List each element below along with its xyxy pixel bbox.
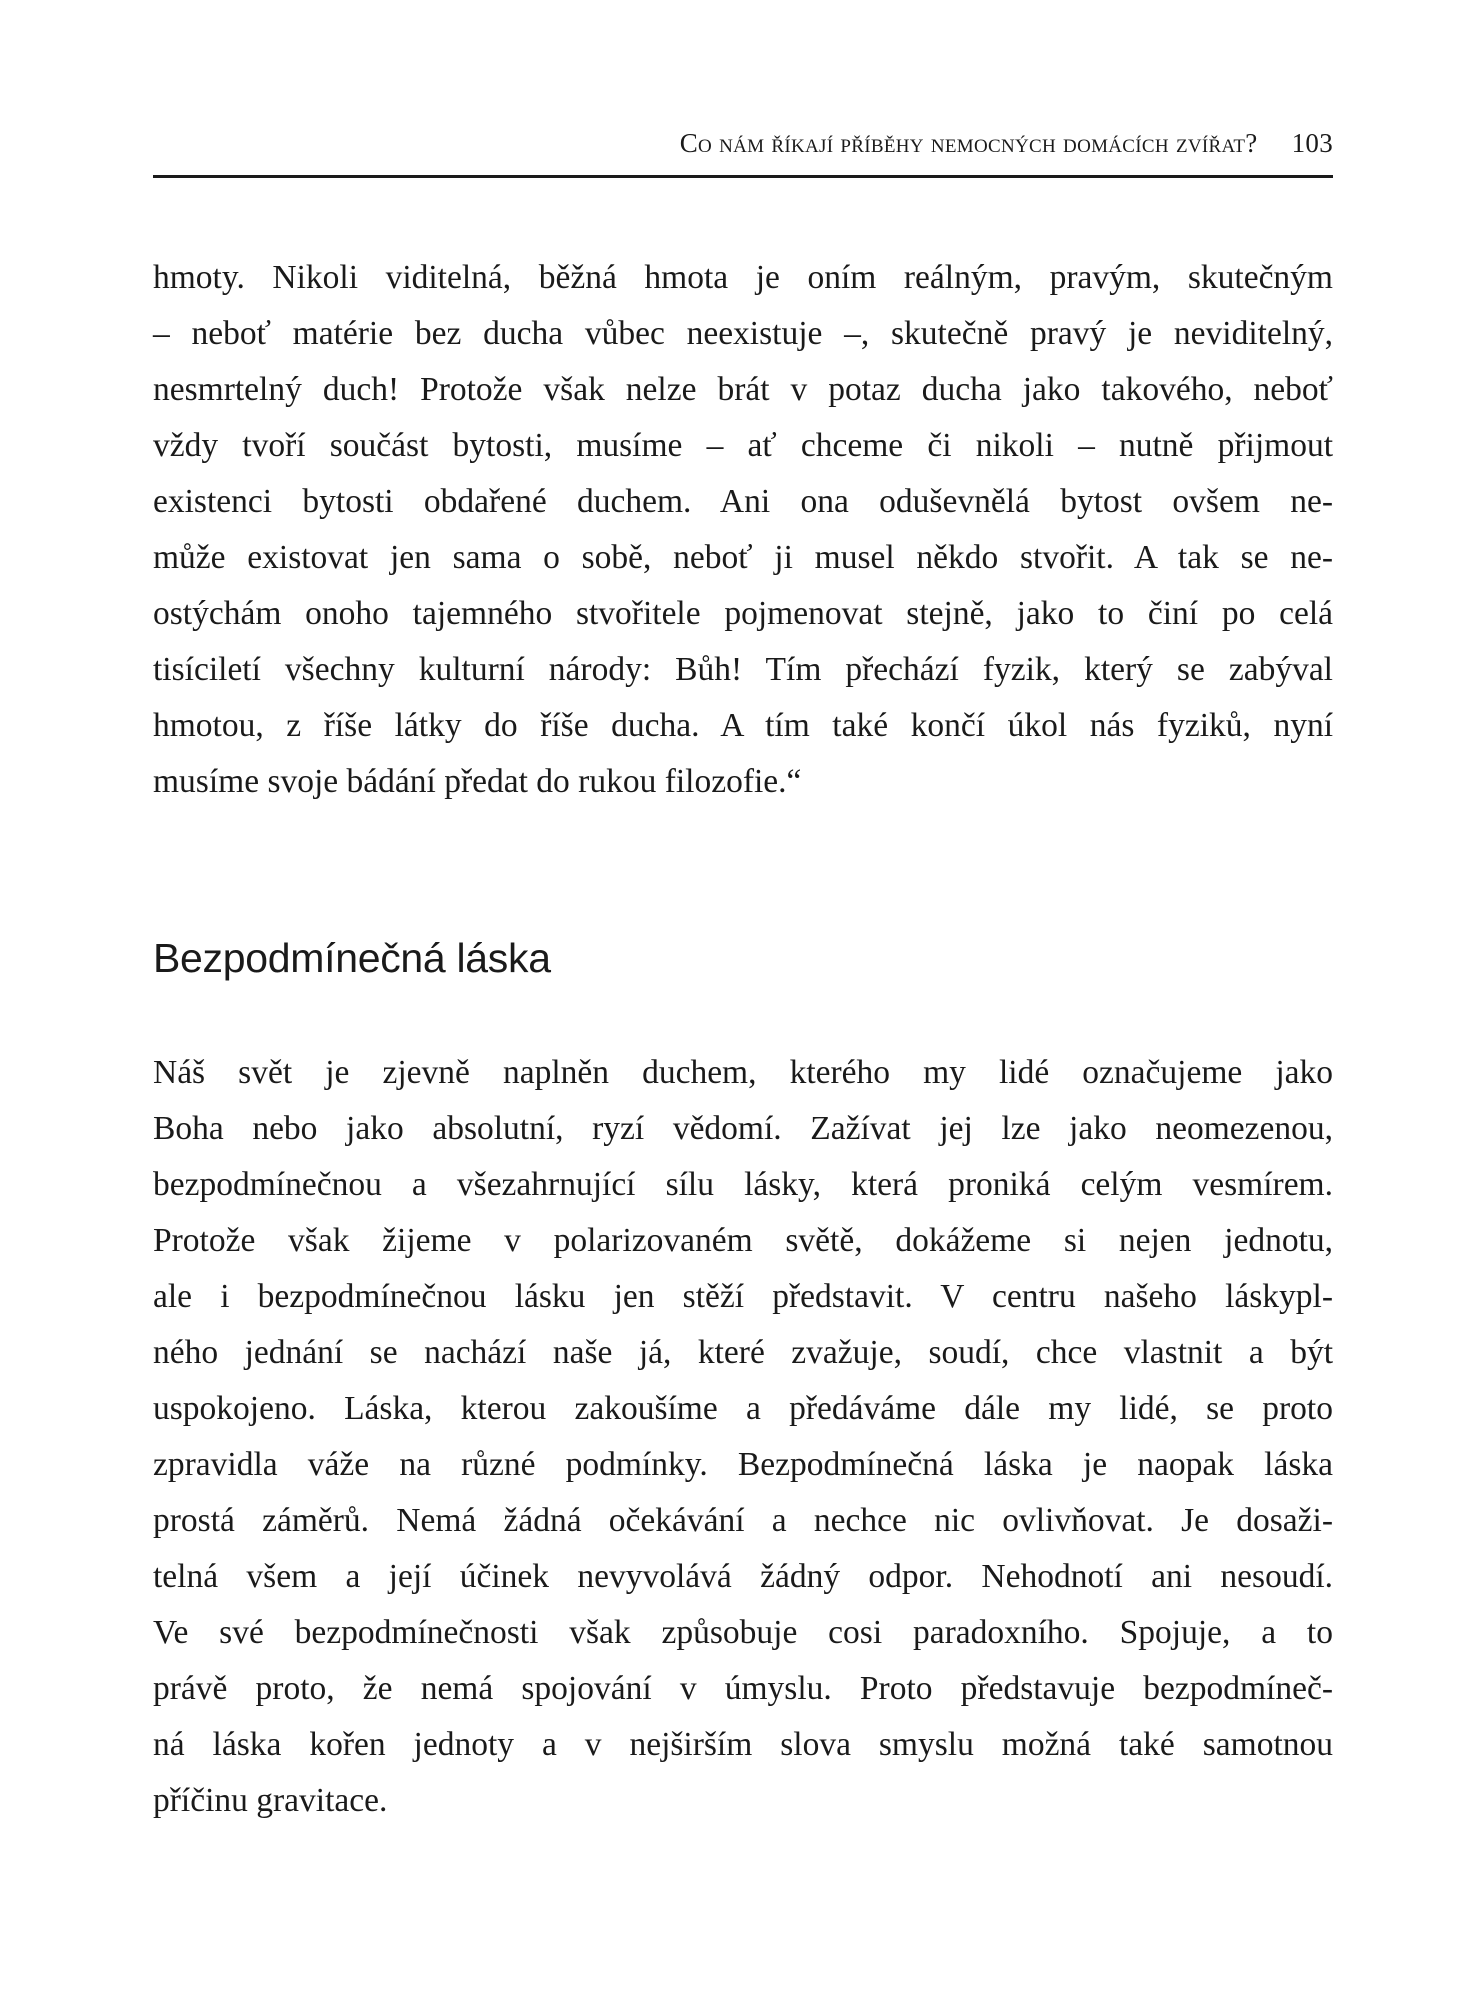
text-line: musíme svoje bádání předat do rukou filozofie.“ — [153, 763, 802, 800]
text-line: hmoty. Nikoli viditelná, běžná hmota je oním reálným, pravým, skutečným — [153, 259, 1333, 296]
text-line: Boha nebo jako absolutní, ryzí vědomí. Zažívat jej lze jako neomezenou, — [153, 1110, 1333, 1147]
text-line: uspokojeno. Láska, kterou zakoušíme a předáváme dále my lidé, se proto — [153, 1390, 1333, 1427]
text-line: hmotou, z říše látky do říše ducha. A tím také končí úkol nás fyziků, nyní — [153, 707, 1333, 744]
text-line: existenci bytosti obdařené duchem. Ani ona oduševnělá bytost ovšem ne- — [153, 483, 1333, 520]
page-number: 103 — [1291, 128, 1333, 158]
text-line: bezpodmínečnou a všezahrnující sílu lásky, která proniká celým vesmírem. — [153, 1166, 1333, 1203]
text-line: Ve své bezpodmínečnosti však způsobuje cosi paradoxního. Spojuje, a to — [153, 1614, 1333, 1651]
header-rule — [153, 175, 1333, 178]
text-line: ostýchám onoho tajemného stvořitele pojmenovat stejně, jako to činí po celá — [153, 595, 1333, 632]
section-heading: Bezpodmínečná láska — [153, 935, 551, 981]
text-line: ného jednání se nachází naše já, které zvažuje, soudí, chce vlastnit a být — [153, 1334, 1333, 1371]
text-line: ale i bezpodmínečnou lásku jen stěží představit. V centru našeho láskypl- — [153, 1278, 1333, 1315]
text-line: právě proto, že nemá spojování v úmyslu. Proto představuje bezpodmíneč- — [153, 1670, 1333, 1707]
text-line: prostá záměrů. Nemá žádná očekávání a nechce nic ovlivňovat. Je dosaži- — [153, 1502, 1333, 1539]
text-line: vždy tvoří součást bytosti, musíme – ať chceme či nikoli – nutně přijmout — [153, 427, 1333, 464]
text-line: ná láska kořen jednoty a v nejširším slova smyslu možná také samotnou — [153, 1726, 1333, 1763]
text-line: – neboť matérie bez ducha vůbec neexistuje –, skutečně pravý je neviditelný, — [153, 315, 1333, 352]
paragraph-unconditional-love — [153, 1045, 1333, 1829]
text-line: tisíciletí všechny kulturní národy: Bůh! Tím přechází fyzik, který se zabýval — [153, 651, 1333, 688]
text-line: příčinu gravitace. — [153, 1782, 388, 1819]
running-header — [153, 128, 1333, 168]
text-line: nesmrtelný duch! Protože však nelze brát v potaz ducha jako takového, neboť — [153, 371, 1333, 408]
text-line: může existovat jen sama o sobě, neboť ji musel někdo stvořit. A tak se ne- — [153, 539, 1333, 576]
running-title: Co nám říkají příběhy nemocných domácích zvířat? — [679, 128, 1258, 158]
text-line: zpravidla váže na různé podmínky. Bezpodmínečná láska je naopak láska — [153, 1446, 1333, 1483]
text-line: Protože však žijeme v polarizovaném světě, dokážeme si nejen jednotu, — [153, 1222, 1333, 1259]
text-line: telná všem a její účinek nevyvolává žádný odpor. Nehodnotí ani nesoudí. — [153, 1558, 1333, 1595]
paragraph-quote-ending — [153, 250, 1333, 810]
text-line: Náš svět je zjevně naplněn duchem, kterého my lidé označujeme jako — [153, 1054, 1333, 1091]
